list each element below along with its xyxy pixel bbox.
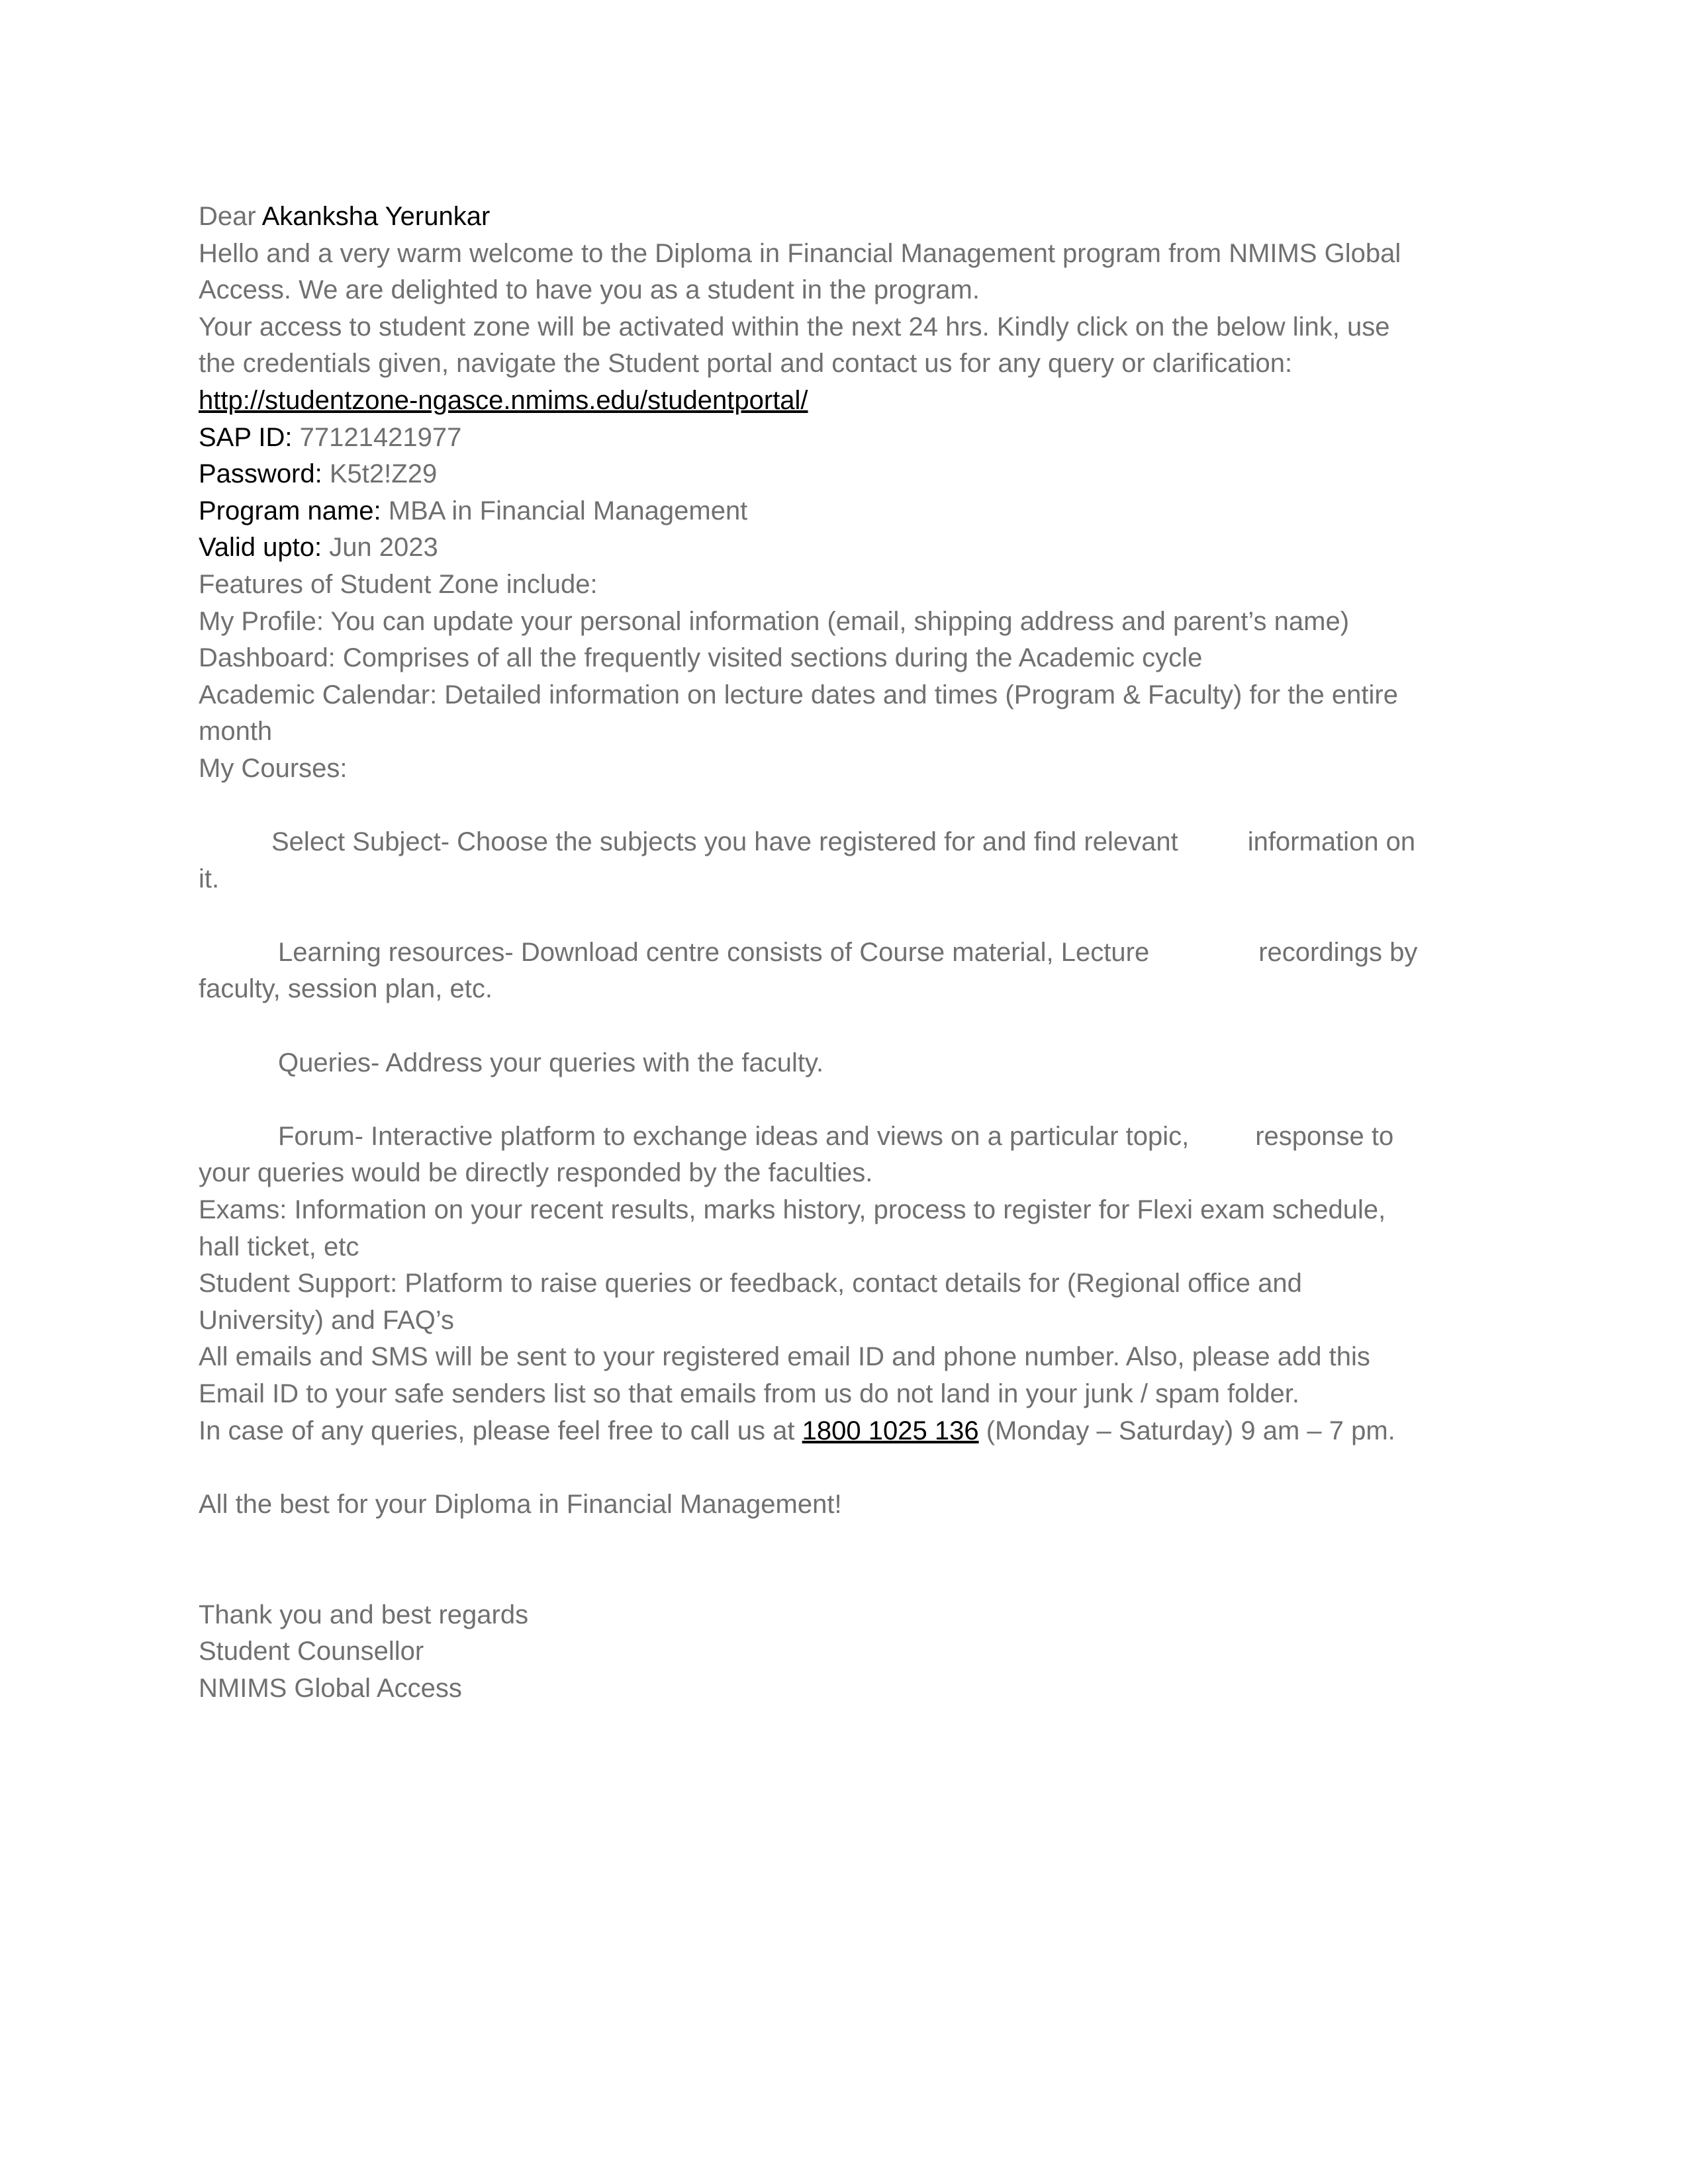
course-forum	[199, 1118, 1483, 1156]
intro-line-1: Hello and a very warm welcome to the Diploma in Financial Management program from NMIMS Global	[199, 238, 1401, 268]
feature-my-courses: My Courses:	[199, 753, 348, 783]
student-name: Akanksha Yerunkar	[261, 202, 491, 231]
closing-thanks: Thank you and best regards	[199, 1600, 529, 1629]
learning-resources-text: Learning resources- Download centre consists of Course material, Lecture	[278, 937, 1150, 967]
feature-dashboard: Dashboard: Comprises of all the frequently visited sections during the Academic cycle	[199, 643, 1203, 673]
greeting-line	[199, 199, 1483, 236]
course-learning-resources	[199, 934, 1483, 972]
support-line-2: University) and FAQ’s	[199, 1305, 455, 1335]
password-label: Password:	[199, 459, 322, 489]
sap-id-line	[199, 420, 1483, 457]
exams-line-1: Exams: Information on your recent results, marks history, process to register for Flexi exam schedule,	[199, 1195, 1386, 1225]
password-value: K5t2!Z29	[329, 459, 438, 489]
exams-line-2: hall ticket, etc	[199, 1232, 359, 1261]
intro-line-3: Your access to student zone will be activated within the next 24 hrs. Kindly click on the below link, use	[199, 312, 1390, 341]
course-queries: Queries- Address your queries with the faculty.	[278, 1048, 824, 1077]
intro-line-2: Access. We are delighted to have you as a student in the program.	[199, 275, 980, 305]
password-line	[199, 456, 1483, 493]
greeting-dear: Dear	[199, 202, 256, 231]
select-subject-text-cont: information on	[1247, 827, 1416, 857]
valid-upto-label: Valid upto:	[199, 533, 322, 563]
emails-line-1: All emails and SMS will be sent to your registered email ID and phone number. Also, please add this	[199, 1342, 1370, 1372]
feature-calendar-line-2: month	[199, 717, 273, 747]
course-forum-wrap: your queries would be directly responded by the faculties.	[199, 1158, 873, 1188]
course-select-subject	[199, 824, 1483, 861]
spacer	[199, 1008, 1483, 1045]
forum-text: Forum- Interactive platform to exchange ideas and views on a particular topic,	[278, 1121, 1190, 1151]
emails-line-2: Email ID to your safe senders list so that emails from us do not land in your junk / spam folder.	[199, 1379, 1299, 1408]
student-portal-link[interactable]: http://studentzone-ngasce.nmims.edu/studentportal/	[199, 385, 808, 415]
learning-resources-text-cont: recordings by	[1258, 937, 1418, 967]
feature-calendar-line-1: Academic Calendar: Detailed information on lecture dates and times (Program & Faculty) for the entire	[199, 680, 1398, 709]
program-line	[199, 493, 1483, 530]
spacer	[199, 1523, 1483, 1560]
support-line-1: Student Support: Platform to raise queries or feedback, contact details for (Regional office and	[199, 1269, 1302, 1298]
program-label: Program name:	[199, 496, 381, 525]
spacer	[199, 788, 1483, 825]
phone-number-link[interactable]: 1800 1025 136	[802, 1416, 979, 1445]
sap-id-value: 77121421977	[299, 422, 462, 452]
valid-upto-value: Jun 2023	[329, 533, 438, 563]
call-us-hours: (Monday – Saturday) 9 am – 7 pm.	[986, 1416, 1395, 1445]
spacer	[199, 1449, 1483, 1486]
valid-upto-line	[199, 529, 1483, 567]
spacer	[199, 897, 1483, 934]
spacer	[199, 1081, 1483, 1118]
portal-link-line	[199, 383, 1483, 420]
program-value: MBA in Financial Management	[388, 496, 748, 525]
welcome-letter	[199, 199, 1483, 1707]
call-us-prefix: In case of any queries, please feel free to call us at	[199, 1416, 795, 1445]
course-learning-resources-wrap: faculty, session plan, etc.	[199, 974, 492, 1004]
forum-text-cont: response to	[1255, 1121, 1394, 1151]
spacer	[199, 1560, 1483, 1597]
features-heading: Features of Student Zone include:	[199, 569, 598, 599]
feature-my-profile: My Profile: You can update your personal information (email, shipping address and parent’s name)	[199, 606, 1350, 636]
sap-id-label: SAP ID:	[199, 422, 293, 452]
intro-line-4: the credentials given, navigate the Student portal and contact us for any query or clarification:	[199, 349, 1293, 379]
closing-best-wishes: All the best for your Diploma in Financial Management!	[199, 1489, 842, 1519]
closing-org: NMIMS Global Access	[199, 1673, 462, 1703]
course-select-subject-wrap: it.	[199, 864, 220, 893]
select-subject-text: Select Subject- Choose the subjects you have registered for and find relevant	[271, 827, 1178, 857]
closing-role: Student Counsellor	[199, 1637, 424, 1666]
call-us-line	[199, 1413, 1483, 1450]
